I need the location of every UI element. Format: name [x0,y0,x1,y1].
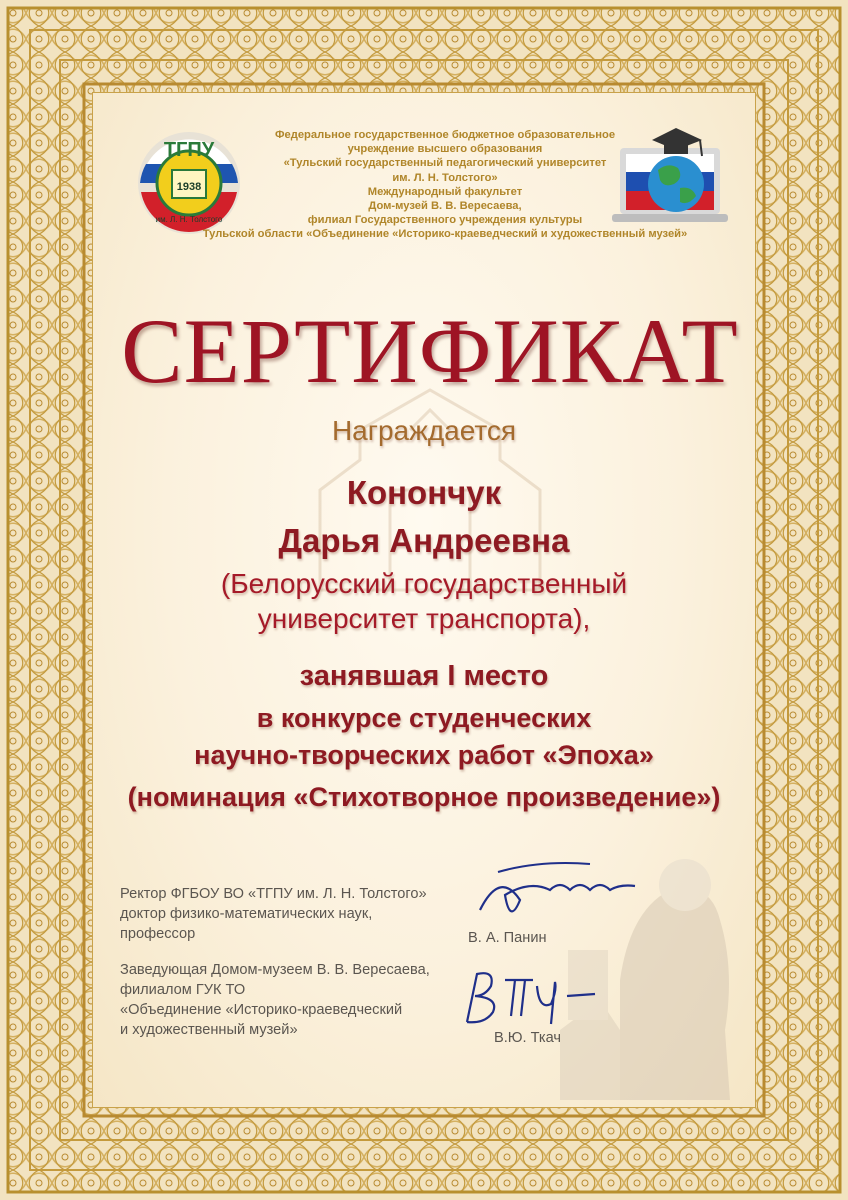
nomination-line: (номинация «Стихотворное произведение») [127,782,721,812]
competition-line-1: в конкурсе студенческих [256,703,592,733]
international-faculty-logo [612,126,728,230]
signatory-title-line: Заведующая Домом-музеем В. В. Вересаева, [120,962,430,978]
signature-rector [470,850,640,930]
certificate-title: СЕРТИФИКАТ [121,300,739,402]
signatory-name-rector: В. А. Панин [468,930,547,946]
header-line: учреждение высшего образования [347,143,543,156]
header-line: Международный факультет [367,185,523,198]
header-line: Дом-музей В. В. Вересаева, [368,200,522,213]
signature-museum-head [455,960,605,1032]
header-line: им. Л. Н. Толстого» [392,171,498,184]
header-line: Федеральное государственное бюджетное образовательное [274,129,616,141]
signatory-name-museum-head: В.Ю. Ткач [494,1030,562,1046]
recipient-given-name: Дарья Андреевна [278,522,570,559]
organization-line-2: университет транспорта), [257,603,591,634]
signatory-title-line: филиалом ГУК ТО [120,982,246,998]
signatory-title-line: доктор физико-математических наук, [120,906,373,922]
logo-tgpu-text: ТГПУ [163,139,215,161]
signatory-title-line: профессор [120,926,196,942]
signatory-title-line: и художественный музей» [120,1022,298,1038]
organization-line-1: (Белорусский государственный [220,568,628,599]
logo-year: 1938 [176,181,202,193]
logo-ring-text: им. Л. Н. Толстого [155,215,223,224]
recipient-surname: Конончук [346,474,502,511]
header-line: филиал Государственного учреждения культуры [307,214,583,227]
header-line: Тульской области «Объединение «Историко-краеведческий и художественный музей» [202,228,688,241]
signatory-title-line: «Объединение «Историко-краеведческий [120,1002,403,1018]
header-line: «Тульский государственный педагогический университет [283,157,607,170]
signatory-rector [120,884,427,944]
place-awarded: занявшая I место [299,660,549,692]
signatory-museum-head [120,960,430,1040]
competition-line-2: научно-творческих работ «Эпоха» [194,740,654,770]
signatory-title-line: Ректор ФГБОУ ВО «ТГПУ им. Л. Н. Толстого» [120,886,427,902]
awarded-label: Награждается [331,415,517,446]
